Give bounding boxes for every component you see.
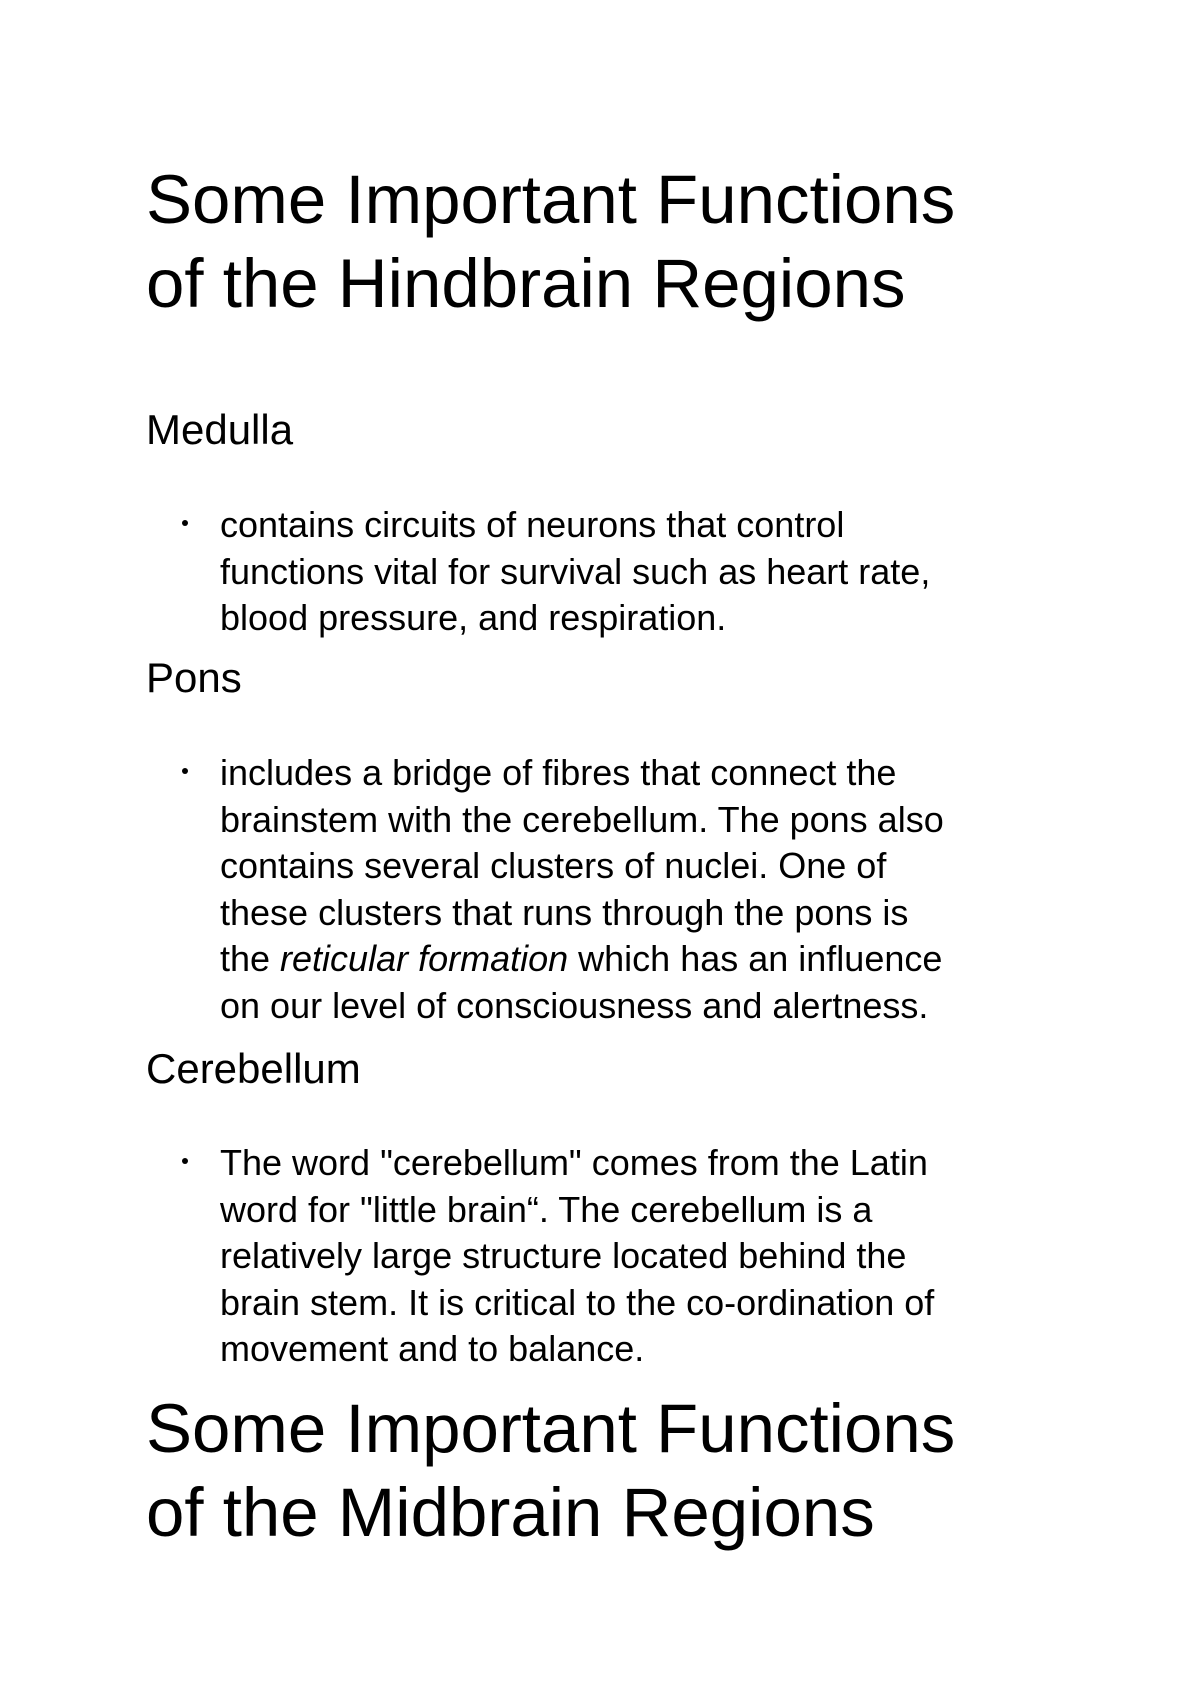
bullet-icon — [182, 768, 188, 774]
text-line: contains circuits of neurons that control — [220, 504, 845, 545]
text-line: contains several clusters of nuclei. One of — [220, 845, 887, 886]
pons-heading: Pons — [146, 654, 242, 701]
midbrain-section-title — [146, 1387, 1146, 1555]
hindbrain-section-title — [146, 158, 1146, 326]
bullet-text — [220, 502, 1080, 642]
text-line: movement and to balance. — [220, 1328, 645, 1369]
text-fragment: which has an influence — [568, 938, 943, 979]
text-fragment: the — [220, 938, 281, 979]
bullet-icon — [182, 1158, 188, 1164]
reticular-formation-term: reticular formation — [280, 938, 569, 979]
medulla-heading: Medulla — [146, 406, 294, 453]
title-line: Some Important Functions — [146, 1390, 956, 1467]
text-line: The word "cerebellum" comes from the Latin — [220, 1142, 928, 1183]
bullet-text — [220, 1140, 1080, 1373]
cerebellum-heading: Cerebellum — [146, 1045, 361, 1092]
text-line: functions vital for survival such as heart rate, — [220, 550, 931, 592]
title-line: Some Important Functions — [146, 161, 956, 238]
bullet-text — [220, 750, 1080, 1029]
text-line: includes a bridge of fibres that connect the — [220, 752, 897, 793]
bullet-icon — [182, 520, 188, 526]
text-line — [220, 936, 1080, 983]
text-line: brainstem with the cerebellum. The pons also — [220, 798, 944, 840]
text-line: word for "little brain“. The cerebellum is a — [220, 1188, 873, 1230]
text-line: brain stem. It is critical to the co-ordination of — [220, 1281, 935, 1323]
text-line: blood pressure, and respiration. — [220, 597, 727, 638]
text-line: relatively large structure located behind the — [220, 1235, 907, 1276]
text-line: on our level of consciousness and alertness. — [220, 984, 929, 1026]
title-line: of the Hindbrain Regions — [146, 245, 906, 322]
title-line: of the Midbrain Regions — [146, 1474, 875, 1551]
text-line: these clusters that runs through the pons is — [220, 891, 909, 933]
